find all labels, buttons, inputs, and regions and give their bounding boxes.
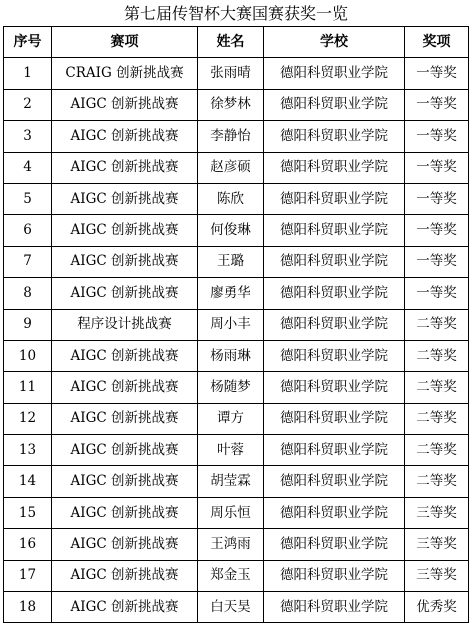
cell-school: 德阳科贸职业学院 — [264, 89, 405, 120]
cell-name: 赵彦硕 — [198, 152, 264, 183]
table-row — [4, 58, 469, 89]
cell-award: 一等奖 — [405, 58, 469, 89]
cell-name: 胡莹霖 — [198, 466, 264, 497]
cell-school: 德阳科贸职业学院 — [264, 529, 405, 560]
table-row — [4, 246, 469, 277]
cell-name: 周小丰 — [198, 309, 264, 340]
cell-event: 程序设计挑战赛 — [52, 309, 198, 340]
cell-no: 6 — [4, 215, 52, 246]
cell-award: 一等奖 — [405, 215, 469, 246]
cell-award: 一等奖 — [405, 183, 469, 214]
cell-name: 郑金玉 — [198, 560, 264, 591]
cell-award: 一等奖 — [405, 121, 469, 152]
cell-school: 德阳科贸职业学院 — [264, 183, 405, 214]
cell-event: AIGC 创新挑战赛 — [52, 246, 198, 277]
cell-school: 德阳科贸职业学院 — [264, 466, 405, 497]
cell-no: 4 — [4, 152, 52, 183]
table-row — [4, 435, 469, 466]
cell-no: 18 — [4, 592, 52, 623]
cell-award: 一等奖 — [405, 89, 469, 120]
cell-event: AIGC 创新挑战赛 — [52, 560, 198, 591]
cell-award: 二等奖 — [405, 466, 469, 497]
table-row — [4, 592, 469, 623]
cell-school: 德阳科贸职业学院 — [264, 560, 405, 591]
cell-award: 三等奖 — [405, 560, 469, 591]
cell-school: 德阳科贸职业学院 — [264, 215, 405, 246]
cell-event: AIGC 创新挑战赛 — [52, 592, 198, 623]
cell-event: AIGC 创新挑战赛 — [52, 466, 198, 497]
cell-name: 王鸿雨 — [198, 529, 264, 560]
table-header-row — [4, 27, 469, 58]
cell-no: 10 — [4, 340, 52, 371]
table-row — [4, 183, 469, 214]
table-row — [4, 152, 469, 183]
cell-no: 3 — [4, 121, 52, 152]
cell-no: 13 — [4, 435, 52, 466]
cell-school: 德阳科贸职业学院 — [264, 403, 405, 434]
cell-name: 周乐恒 — [198, 497, 264, 528]
cell-event: AIGC 创新挑战赛 — [52, 529, 198, 560]
cell-event: AIGC 创新挑战赛 — [52, 152, 198, 183]
cell-name: 叶蓉 — [198, 435, 264, 466]
cell-event: AIGC 创新挑战赛 — [52, 372, 198, 403]
header-school: 学校 — [264, 27, 405, 58]
cell-award: 三等奖 — [405, 497, 469, 528]
page-title: 第七届传智杯大赛国赛获奖一览 — [123, 4, 348, 23]
cell-name: 谭方 — [198, 403, 264, 434]
cell-event: AIGC 创新挑战赛 — [52, 497, 198, 528]
table-row — [4, 340, 469, 371]
cell-no: 12 — [4, 403, 52, 434]
cell-school: 德阳科贸职业学院 — [264, 340, 405, 371]
table-row — [4, 372, 469, 403]
cell-award: 一等奖 — [405, 246, 469, 277]
award-table — [3, 26, 469, 623]
table-row — [4, 466, 469, 497]
cell-no: 9 — [4, 309, 52, 340]
cell-school: 德阳科贸职业学院 — [264, 592, 405, 623]
cell-school: 德阳科贸职业学院 — [264, 58, 405, 89]
cell-name: 杨随梦 — [198, 372, 264, 403]
cell-event: AIGC 创新挑战赛 — [52, 340, 198, 371]
cell-event: AIGC 创新挑战赛 — [52, 435, 198, 466]
cell-name: 张雨晴 — [198, 58, 264, 89]
cell-award: 一等奖 — [405, 152, 469, 183]
cell-school: 德阳科贸职业学院 — [264, 152, 405, 183]
cell-event: AIGC 创新挑战赛 — [52, 89, 198, 120]
cell-name: 王璐 — [198, 246, 264, 277]
header-event: 赛项 — [52, 27, 198, 58]
header-name: 姓名 — [198, 27, 264, 58]
cell-no: 1 — [4, 58, 52, 89]
cell-school: 德阳科贸职业学院 — [264, 278, 405, 309]
cell-award: 优秀奖 — [405, 592, 469, 623]
cell-award: 二等奖 — [405, 435, 469, 466]
cell-no: 17 — [4, 560, 52, 591]
cell-name: 何俊琳 — [198, 215, 264, 246]
cell-event: AIGC 创新挑战赛 — [52, 121, 198, 152]
cell-event: CRAIG 创新挑战赛 — [52, 58, 198, 89]
cell-no: 14 — [4, 466, 52, 497]
cell-no: 5 — [4, 183, 52, 214]
cell-school: 德阳科贸职业学院 — [264, 121, 405, 152]
cell-award: 二等奖 — [405, 372, 469, 403]
cell-name: 廖勇华 — [198, 278, 264, 309]
table-row — [4, 497, 469, 528]
cell-school: 德阳科贸职业学院 — [264, 497, 405, 528]
cell-no: 15 — [4, 497, 52, 528]
cell-event: AIGC 创新挑战赛 — [52, 183, 198, 214]
cell-award: 二等奖 — [405, 403, 469, 434]
cell-name: 白天昊 — [198, 592, 264, 623]
cell-no: 2 — [4, 89, 52, 120]
table-row — [4, 403, 469, 434]
cell-event: AIGC 创新挑战赛 — [52, 215, 198, 246]
cell-award: 二等奖 — [405, 309, 469, 340]
table-row — [4, 121, 469, 152]
cell-no: 16 — [4, 529, 52, 560]
cell-school: 德阳科贸职业学院 — [264, 309, 405, 340]
table-row — [4, 560, 469, 591]
cell-no: 11 — [4, 372, 52, 403]
table-row — [4, 278, 469, 309]
cell-award: 二等奖 — [405, 340, 469, 371]
cell-award: 一等奖 — [405, 278, 469, 309]
table-row — [4, 215, 469, 246]
cell-no: 7 — [4, 246, 52, 277]
cell-school: 德阳科贸职业学院 — [264, 372, 405, 403]
cell-name: 杨雨琳 — [198, 340, 264, 371]
header-no: 序号 — [4, 27, 52, 58]
cell-name: 徐梦林 — [198, 89, 264, 120]
table-row — [4, 309, 469, 340]
header-award: 奖项 — [405, 27, 469, 58]
table-row — [4, 529, 469, 560]
table-row — [4, 89, 469, 120]
cell-name: 李静怡 — [198, 121, 264, 152]
cell-school: 德阳科贸职业学院 — [264, 435, 405, 466]
cell-name: 陈欣 — [198, 183, 264, 214]
cell-school: 德阳科贸职业学院 — [264, 246, 405, 277]
cell-event: AIGC 创新挑战赛 — [52, 403, 198, 434]
cell-event: AIGC 创新挑战赛 — [52, 278, 198, 309]
cell-award: 三等奖 — [405, 529, 469, 560]
cell-no: 8 — [4, 278, 52, 309]
